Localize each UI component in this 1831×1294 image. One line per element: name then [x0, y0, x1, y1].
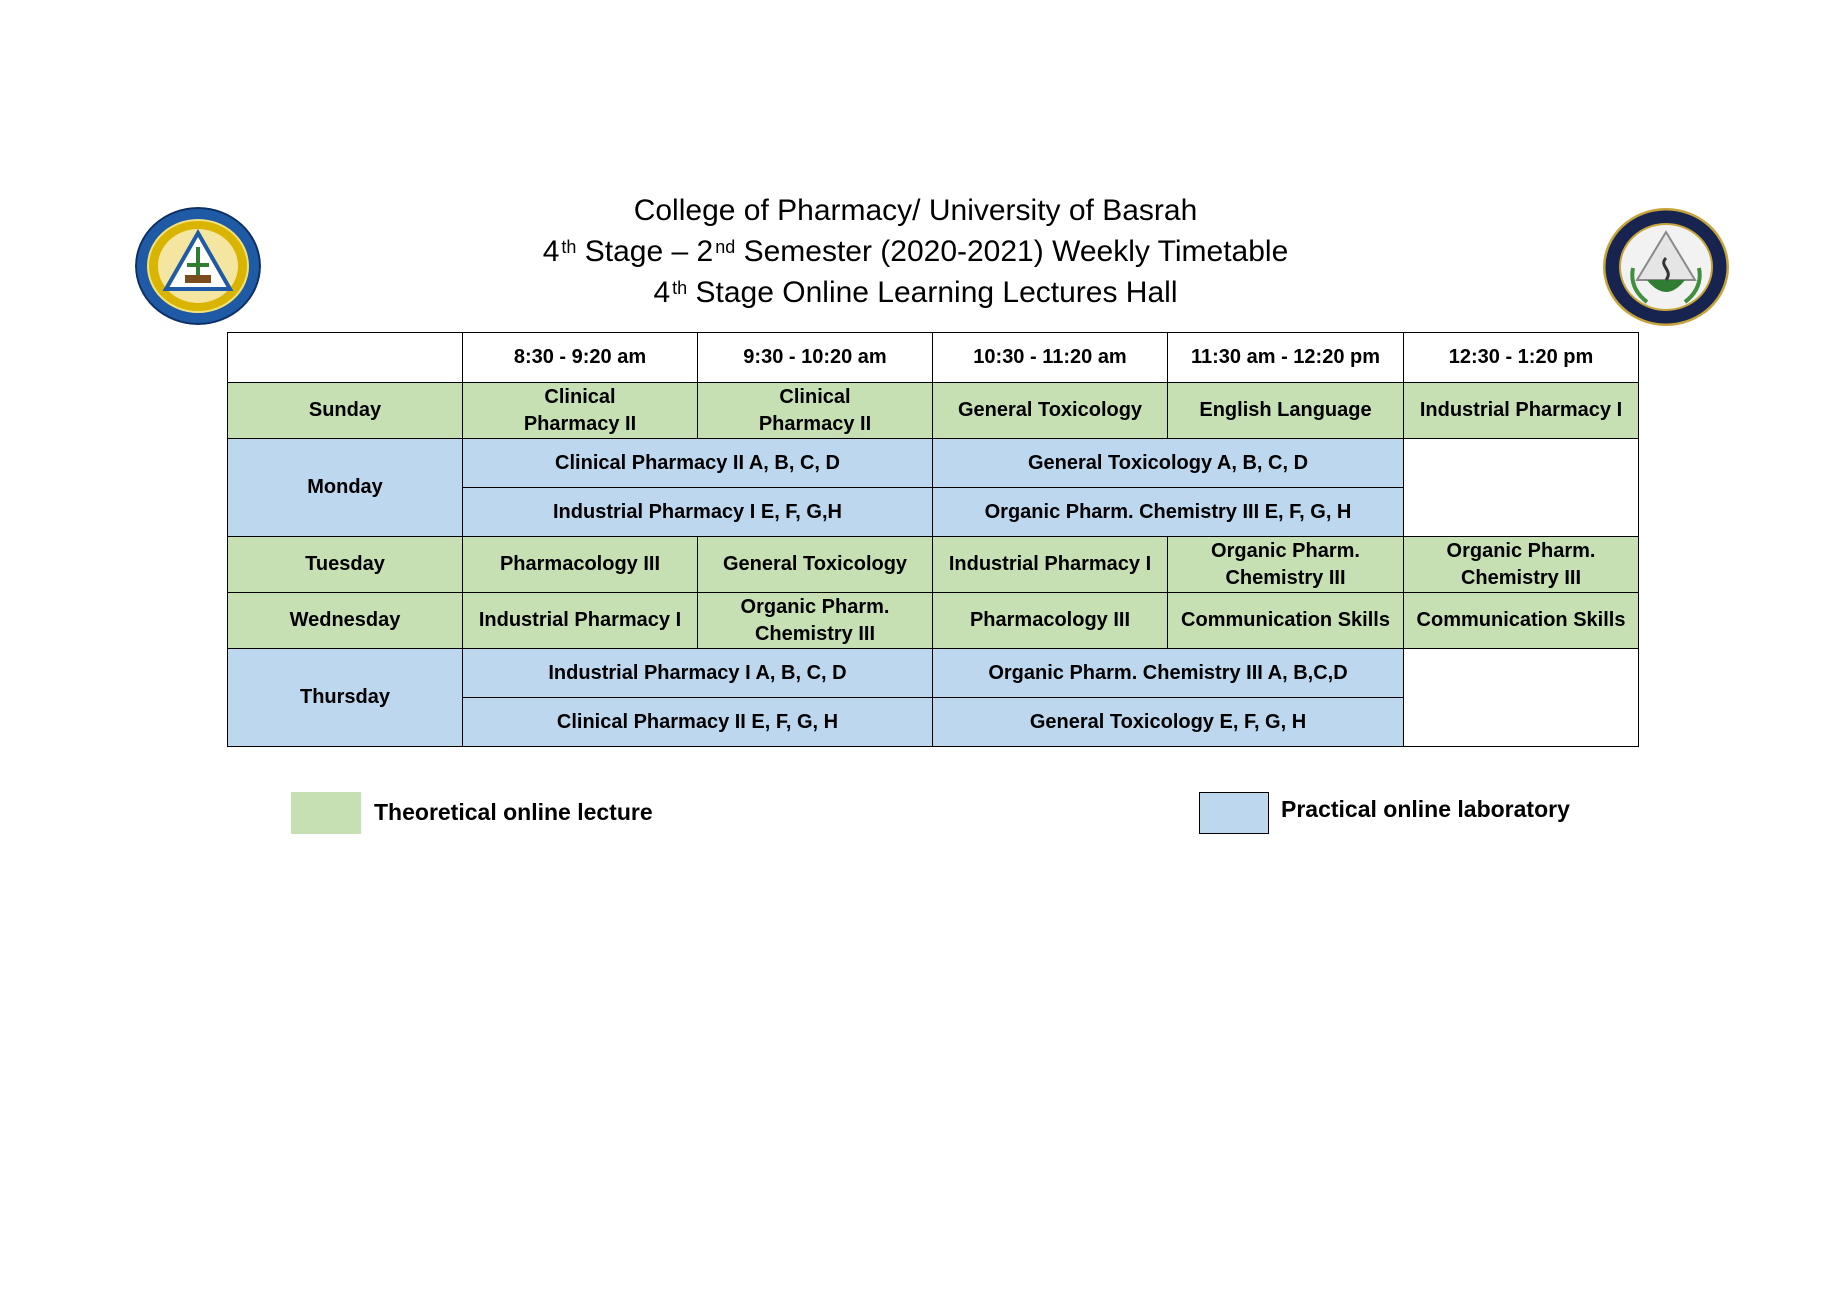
day-tuesday: Tuesday — [228, 537, 463, 593]
legend-practical-label: Practical online laboratory — [1281, 796, 1570, 822]
corner-cell — [228, 333, 463, 383]
day-sunday: Sunday — [228, 383, 463, 439]
monday-lab-a1: Clinical Pharmacy II A, B, C, D — [463, 439, 933, 488]
title-college: College of Pharmacy/ University of Basrah — [633, 194, 1198, 227]
hall-rest: Stage Online Learning Lectures Hall — [687, 276, 1178, 309]
stage-ordinal: th — [561, 237, 577, 257]
wednesday-slot-2: Organic Pharm. Chemistry III — [698, 593, 933, 649]
legend-theoretical-swatch — [291, 792, 361, 834]
thursday-row-a — [228, 649, 1639, 698]
monday-row-a — [228, 439, 1639, 488]
sunday-slot-1: Clinical Pharmacy II — [463, 383, 698, 439]
sunday-row — [228, 383, 1639, 439]
monday-lab-b2: Organic Pharm. Chemistry III E, F, G, H — [933, 488, 1404, 537]
tuesday-slot-5: Organic Pharm. Chemistry III — [1404, 537, 1639, 593]
day-monday: Monday — [228, 439, 463, 537]
legend-practical-swatch — [1199, 792, 1269, 834]
sunday-slot-3: General Toxicology — [933, 383, 1168, 439]
title-hall — [0, 272, 1831, 313]
hall-stage-ordinal: th — [672, 278, 688, 298]
time-slot-5: 12:30 - 1:20 pm — [1404, 333, 1639, 383]
semester-ordinal: nd — [715, 237, 736, 257]
thursday-lab-a2: Organic Pharm. Chemistry III A, B,C,D — [933, 649, 1404, 698]
thursday-lab-b2: General Toxicology E, F, G, H — [933, 698, 1404, 747]
sunday-slot-2: Clinical Pharmacy II — [698, 383, 933, 439]
tuesday-row — [228, 537, 1639, 593]
wednesday-row — [228, 593, 1639, 649]
time-slot-2: 9:30 - 10:20 am — [698, 333, 933, 383]
thursday-empty-cell — [1404, 649, 1639, 747]
tuesday-slot-1: Pharmacology III — [463, 537, 698, 593]
wednesday-slot-5: Communication Skills — [1404, 593, 1639, 649]
day-wednesday: Wednesday — [228, 593, 463, 649]
wednesday-slot-1: Industrial Pharmacy I — [463, 593, 698, 649]
stage-number: 4 — [542, 235, 560, 268]
legend-theoretical-label: Theoretical online lecture — [374, 799, 653, 825]
tuesday-slot-4: Organic Pharm. Chemistry III — [1168, 537, 1404, 593]
tuesday-slot-3: Industrial Pharmacy I — [933, 537, 1168, 593]
university-basrah-logo-icon — [135, 207, 261, 325]
wednesday-slot-3: Pharmacology III — [933, 593, 1168, 649]
time-slot-4: 11:30 am - 12:20 pm — [1168, 333, 1404, 383]
pharmacy-college-logo-icon — [1603, 208, 1729, 326]
time-slot-3: 10:30 - 11:20 am — [933, 333, 1168, 383]
monday-lab-b1: Industrial Pharmacy I E, F, G,H — [463, 488, 933, 537]
tuesday-slot-2: General Toxicology — [698, 537, 933, 593]
semester-prefix: Stage – 2 — [576, 235, 714, 268]
weekly-timetable — [227, 332, 1639, 747]
wednesday-slot-4: Communication Skills — [1168, 593, 1404, 649]
semester-rest: Semester (2020-2021) Weekly Timetable — [735, 235, 1289, 268]
hall-stage-number: 4 — [653, 276, 671, 309]
monday-empty-cell — [1404, 439, 1639, 537]
day-thursday: Thursday — [228, 649, 463, 747]
time-header-row — [228, 333, 1639, 383]
time-slot-1: 8:30 - 9:20 am — [463, 333, 698, 383]
thursday-lab-a1: Industrial Pharmacy I A, B, C, D — [463, 649, 933, 698]
thursday-lab-b1: Clinical Pharmacy II E, F, G, H — [463, 698, 933, 747]
title-semester — [0, 231, 1831, 272]
sunday-slot-4: English Language — [1168, 383, 1404, 439]
monday-lab-a2: General Toxicology A, B, C, D — [933, 439, 1404, 488]
page-header — [0, 190, 1831, 313]
sunday-slot-5: Industrial Pharmacy I — [1404, 383, 1639, 439]
